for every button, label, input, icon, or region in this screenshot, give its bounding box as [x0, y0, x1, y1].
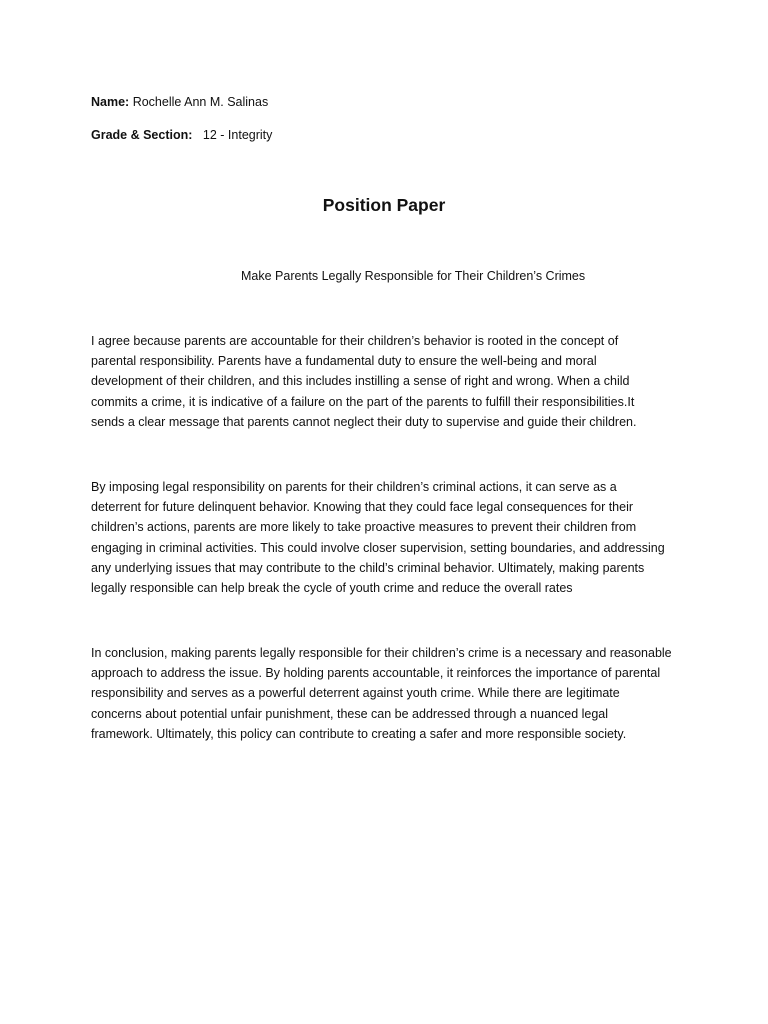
- grade-section-value: 12 - Integrity: [202, 128, 273, 142]
- paragraph-line: sends a clear message that parents cannot neglect their duty to supervise and guide their children.: [91, 414, 637, 429]
- paragraph-line: commits a crime, it is indicative of a failure on the part of the parents to fulfill their responsibilities.It: [91, 394, 635, 409]
- paragraph-line: parental responsibility. Parents have a fundamental duty to ensure the well-being and moral: [91, 354, 597, 369]
- paragraph-line: responsibility and serves as a powerful deterrent against youth crime. While there are legitimate: [91, 686, 620, 701]
- paragraph-line: engaging in criminal activities. This could involve closer supervision, setting boundaries, and addressing: [91, 540, 665, 555]
- name-value: Rochelle Ann M. Salinas: [132, 95, 269, 109]
- grade-section-label: Grade & Section:: [91, 128, 193, 142]
- paragraph-line: In conclusion, making parents legally responsible for their children’s crime is a necessary and reasonable: [91, 646, 672, 660]
- paragraph-line: any underlying issues that may contribute to the child’s criminal behavior. Ultimately, making parents: [91, 560, 645, 575]
- paragraph-line: children’s actions, parents are more likely to take proactive measures to prevent their children from: [91, 520, 637, 535]
- paragraph-line: By imposing legal responsibility on parents for their children’s criminal actions, it can serve as a: [91, 480, 617, 494]
- document-title: Position Paper: [322, 195, 446, 215]
- paragraph-line: deterrent for future delinquent behavior. Knowing that they could face legal consequences for their: [91, 500, 634, 515]
- name-field: [91, 94, 268, 110]
- paragraph-3: [91, 643, 681, 744]
- paragraph-2: [91, 477, 681, 598]
- paragraph-line: I agree because parents are accountable for their children’s behavior is rooted in the concept of: [91, 334, 619, 348]
- paragraph-1: [91, 331, 681, 432]
- name-label: Name:: [91, 95, 130, 109]
- paragraph-line: approach to address the issue. By holding parents accountable, it reinforces the importance of parental: [91, 666, 661, 681]
- grade-section-field: [91, 127, 272, 143]
- paragraph-line: development of their children, and this includes instilling a sense of right and wrong. When a child: [91, 374, 630, 389]
- document-subtitle: Make Parents Legally Responsible for Their Children’s Crimes: [241, 269, 586, 283]
- paragraph-line: legally responsible can help break the cycle of youth crime and reduce the overall rates: [91, 581, 573, 596]
- paragraph-line: framework. Ultimately, this policy can contribute to creating a safer and more responsible society.: [91, 726, 627, 741]
- paragraph-line: concerns about potential unfair punishment, these can be addressed through a nuanced legal: [91, 706, 609, 721]
